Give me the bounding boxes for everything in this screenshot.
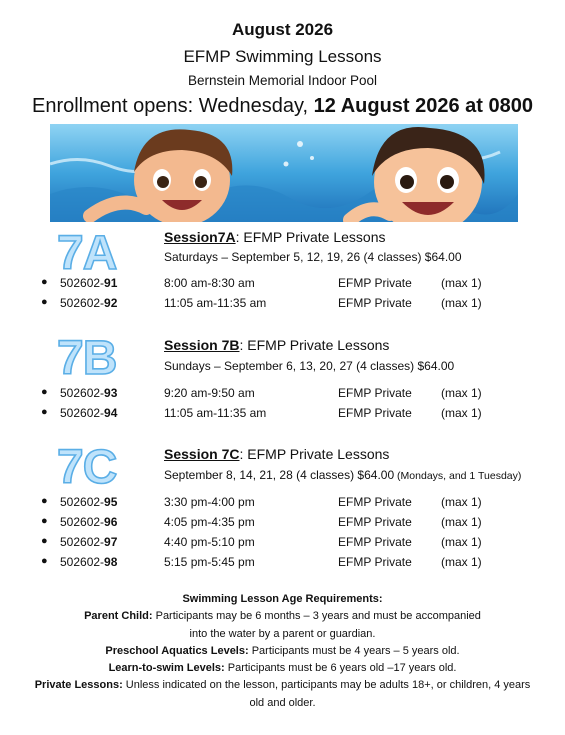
session-7b-dates [164,359,454,373]
class-max: (max 1) [441,386,482,400]
private-lessons-line: Private Lessons: Unless indicated on the lesson, participants may be adults 18+, or children, 4 years [34,679,531,692]
preschool-line: Preschool Aquatics Levels: Participants must be 4 years – 5 years old. [105,644,460,657]
session-7a-desc: : EFMP Private Lessons [235,229,386,245]
class-type: EFMP Private [338,555,412,569]
session-7c-dates [164,468,521,482]
class-type: EFMP Private [338,386,412,400]
class-max: (max 1) [441,276,482,290]
parent-child-line: Parent Child: Participants may be 6 months – 3 years and must be accompanied [84,610,481,623]
session-7b-dates-text: Sundays – September 6, 13, 20, 27 (4 classes) $64.00 [164,359,455,373]
class-row [0,515,565,533]
enrollment-line [0,95,565,118]
bullet-icon: ● [41,535,48,547]
enrollment-prefix: Enrollment opens: Wednesday, [31,95,309,117]
session-7c-note: (Mondays, and 1 Tuesday) [394,470,522,482]
class-type: EFMP Private [338,535,412,549]
class-time: 4:05 pm-4:35 pm [164,515,255,529]
parent-child-line-2: into the water by a parent or guardian. [189,627,376,640]
class-time: 3:30 pm-4:00 pm [164,495,255,509]
requirements-heading: Swimming Lesson Age Requirements: [182,593,383,605]
page-subtitle: EFMP Swimming Lessons [183,47,382,66]
class-type: EFMP Private [338,495,412,509]
class-code: 502602-91 [60,276,118,290]
swimming-kids-illustration-icon [50,124,518,222]
session-7b-desc: : EFMP Private Lessons [239,337,390,353]
class-time: 5:15 pm-5:45 pm [164,555,255,569]
session-7b-heading [164,337,389,353]
class-code: 502602-93 [60,386,118,400]
bullet-icon: ● [41,386,48,398]
class-max: (max 1) [441,296,482,310]
session-7c-letter: 7C [57,441,117,494]
class-time: 9:20 am-9:50 am [164,386,255,400]
session-7a-label: Session7A [164,229,236,245]
class-row [0,535,565,553]
class-time: 8:00 am-8:30 am [164,276,255,290]
session-7b-letter: 7B [57,332,117,385]
private-lessons-line-2: old and older. [249,696,316,709]
class-type: EFMP Private [338,276,412,290]
class-max: (max 1) [441,555,482,569]
class-code: 502602-95 [60,495,118,509]
bullet-icon: ● [41,515,48,527]
class-type: EFMP Private [338,296,412,310]
class-max: (max 1) [441,535,482,549]
class-time: 11:05 am-11:35 am [164,406,267,420]
session-7c-dates-text: September 8, 14, 21, 28 (4 classes) $64.00 [164,468,395,482]
bullet-icon: ● [41,406,48,418]
session-7c-heading [164,446,389,462]
session-7a-dates [164,250,462,264]
session-7c-label: Session 7C [164,446,240,462]
bullet-icon: ● [41,495,48,507]
class-type: EFMP Private [338,515,412,529]
class-code: 502602-97 [60,535,118,549]
pool-location: Bernstein Memorial Indoor Pool [187,73,378,88]
enrollment-date: 12 August 2026 at 0800 [313,95,534,117]
class-row [0,386,565,404]
class-row [0,555,565,573]
class-row [0,276,565,294]
class-code: 502602-96 [60,515,118,529]
class-max: (max 1) [441,495,482,509]
class-row [0,495,565,513]
class-type: EFMP Private [338,406,412,420]
class-code: 502602-94 [60,406,118,420]
session-7a-letter: 7A [57,227,117,280]
bullet-icon: ● [41,555,48,567]
class-time: 11:05 am-11:35 am [164,296,267,310]
class-row [0,406,565,424]
session-7a-heading [164,229,386,245]
learn-to-swim-line: Learn-to-swim Levels: Participants must be 6 years old –17 years old. [108,662,457,675]
session-7b-label: Session 7B [164,337,240,353]
class-time: 4:40 pm-5:10 pm [164,535,255,549]
class-code: 502602-98 [60,555,118,569]
session-7a-dates-text: Saturdays – September 5, 12, 19, 26 (4 classes) $64.00 [164,250,462,264]
page-title: August 2026 [231,20,334,39]
bullet-icon: ● [41,276,48,288]
session-7c-desc: : EFMP Private Lessons [239,446,390,462]
class-max: (max 1) [441,515,482,529]
class-code: 502602-92 [60,296,118,310]
age-requirements [20,591,545,712]
bullet-icon: ● [41,296,48,308]
class-max: (max 1) [441,406,482,420]
class-row [0,296,565,314]
